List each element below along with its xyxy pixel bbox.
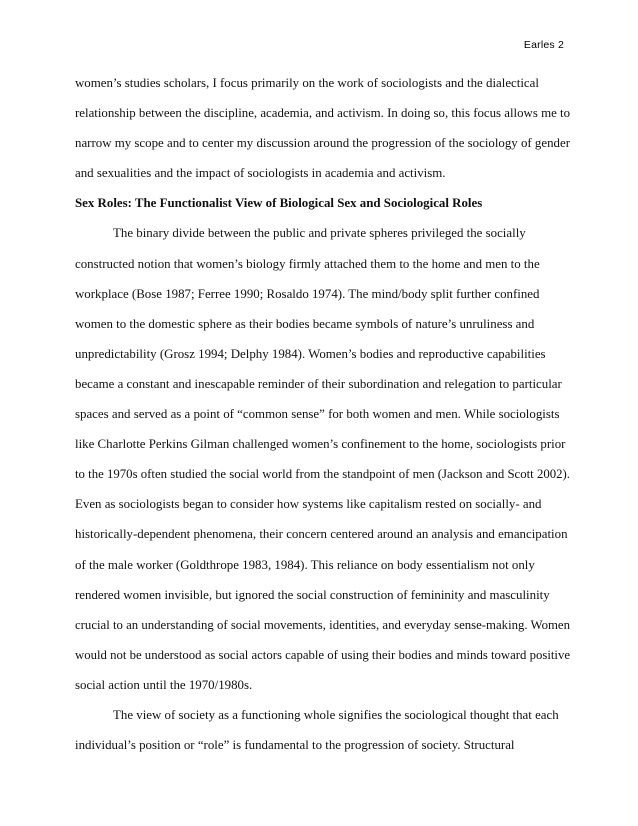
text-line: The view of society as a functioning whole signifies the sociological thought that each bbox=[113, 707, 559, 722]
body-text bbox=[75, 68, 570, 760]
text-line: spaces and served as a point of “common sense” for both women and men. While sociologists bbox=[75, 407, 560, 422]
text-line: narrow my scope and to center my discussion around the progression of the sociology of gender bbox=[75, 136, 570, 151]
text-line: and sexualities and the impact of sociologists in academia and activism. bbox=[75, 166, 446, 181]
text-line: crucial to an understanding of social movements, identities, and everyday sense-making. Women bbox=[75, 617, 570, 632]
text-line: constructed notion that women’s biology firmly attached them to the home and men to the bbox=[75, 256, 540, 271]
text-line: would not be understood as social actors capable of using their bodies and minds toward positive bbox=[75, 647, 570, 662]
text-line: Even as sociologists began to consider how systems like capitalism rested on socially- and bbox=[75, 497, 542, 512]
running-head: Earles 2 bbox=[523, 39, 564, 51]
text-line: of the male worker (Goldthrope 1983, 1984). This reliance on body essentialism not only bbox=[75, 557, 535, 572]
text-line: social action until the 1970/1980s. bbox=[75, 677, 253, 692]
text-line: to the 1970s often studied the social world from the standpoint of men (Jackson and Scott 2002). bbox=[75, 467, 570, 482]
text-line: unpredictability (Grosz 1994; Delphy 1984). Women’s bodies and reproductive capabilities bbox=[75, 346, 546, 361]
text-line: women to the domestic sphere as their bodies became symbols of nature’s unruliness and bbox=[75, 316, 535, 331]
text-line: individual’s position or “role” is fundamental to the progression of society. Structural bbox=[75, 738, 515, 753]
text-line: women’s studies scholars, I focus primarily on the work of sociologists and the dialectical bbox=[75, 76, 539, 90]
text-line: The binary divide between the public and private spheres privileged the socially bbox=[113, 226, 526, 241]
text-line: rendered women invisible, but ignored the social construction of femininity and masculinity bbox=[75, 587, 550, 602]
text-line: became a constant and inescapable reminder of their subordination and relegation to particular bbox=[75, 376, 562, 391]
text-line: like Charlotte Perkins Gilman challenged women’s confinement to the home, sociologists prior bbox=[75, 437, 566, 452]
section-heading: Sex Roles: The Functionalist View of Biological Sex and Sociological Roles bbox=[75, 196, 483, 211]
text-line: relationship between the discipline, academia, and activism. In doing so, this focus allows me to bbox=[75, 106, 570, 121]
text-line: workplace (Bose 1987; Ferree 1990; Rosaldo 1974). The mind/body split further confined bbox=[75, 286, 540, 301]
text-line: historically-dependent phenomena, their concern centered around an analysis and emancipation bbox=[75, 527, 568, 542]
